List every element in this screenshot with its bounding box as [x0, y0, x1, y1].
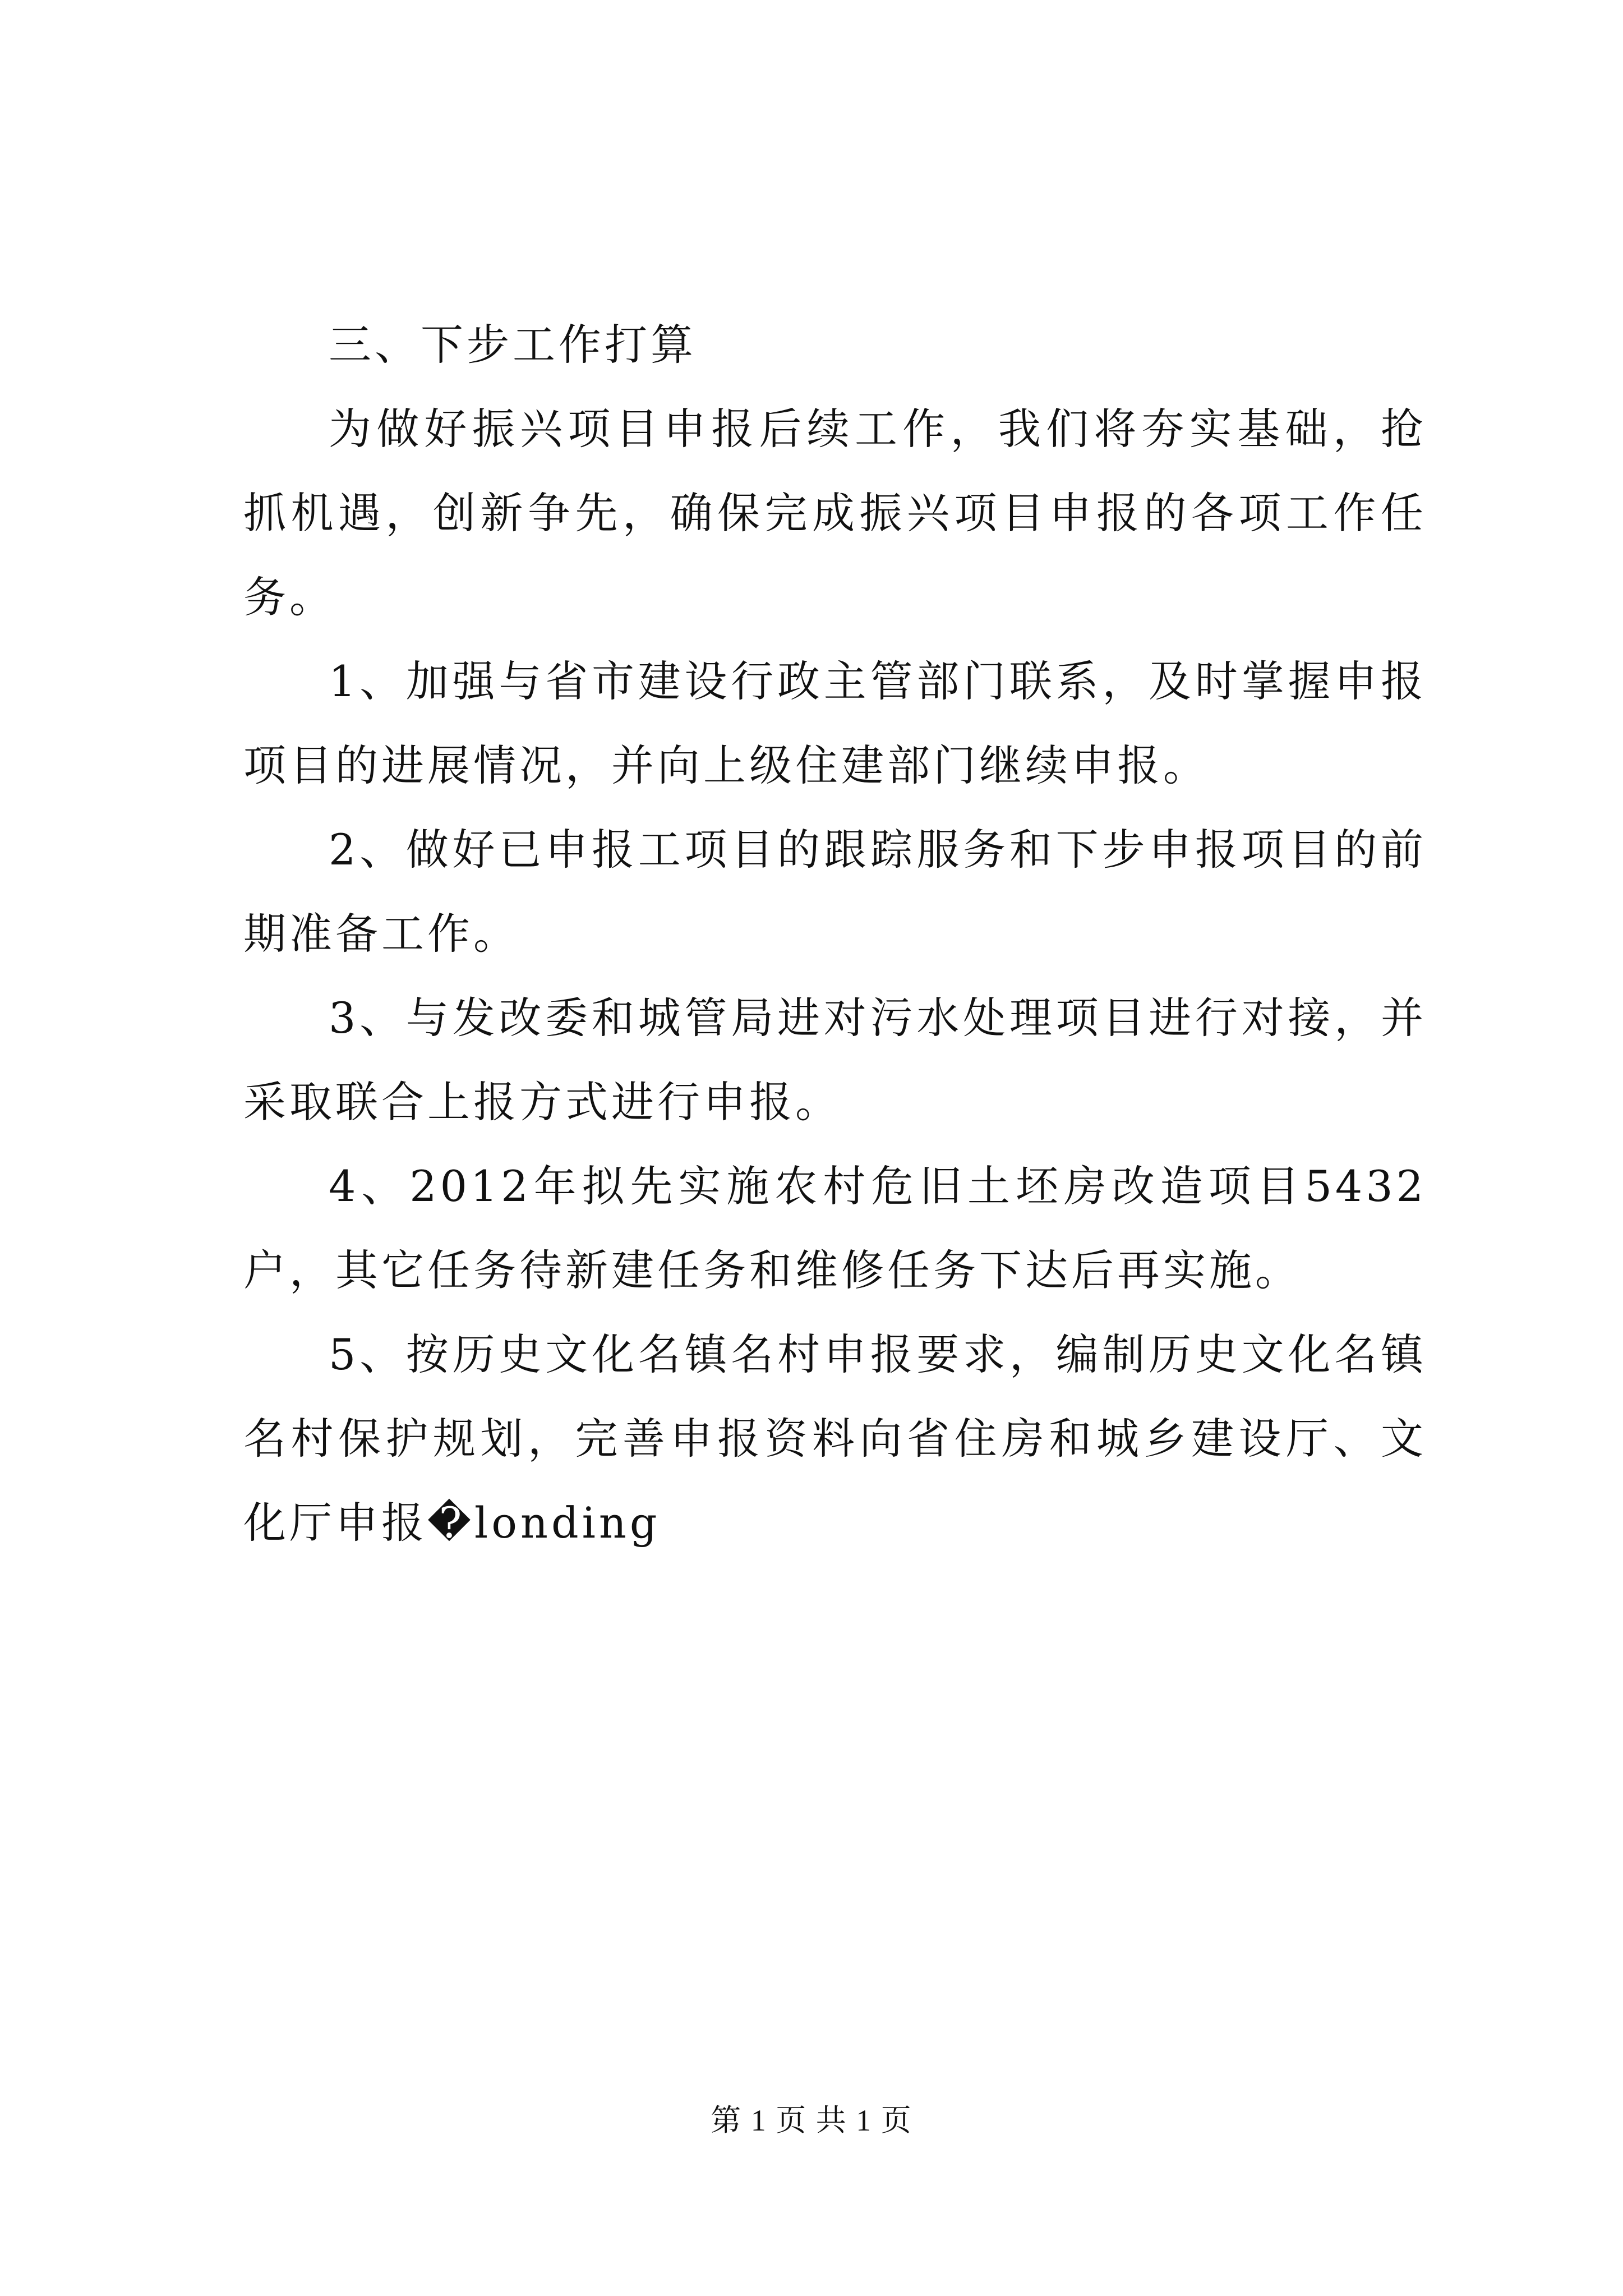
paragraph-item-4: 4、2012年拟先实施农村危旧土坯房改造项目5432户，其它任务待新建任务和维修任务下达后再实施。: [243, 1161, 1427, 1295]
paragraph-item-1: 1、加强与省市建设行政主管部门联系，及时掌握申报项目的进展情况，并向上级住建部门继续申报。: [243, 656, 1427, 790]
paragraph-item-3: 3、与发改委和城管局进对污水处理项目进行对接，并采取联合上报方式进行申报。: [243, 993, 1427, 1127]
page-footer: 第 1 页 共 1 页: [711, 2104, 912, 2137]
paragraph-item-2: 2、做好已申报工项目的跟踪服务和下步申报项目的前期准备工作。: [243, 825, 1427, 959]
paragraph-item-5: 5、按历史文化名镇名村申报要求，编制历史文化名镇名村保护规划，完善申报资料向省住房和城乡建设厅、文化厅申报�londing: [243, 1329, 1427, 1548]
paragraph-intro: 为做好振兴项目申报后续工作，我们将夯实基础，抢抓机遇，创新争先，确保完成振兴项目申报的各项工作任务。: [243, 404, 1427, 622]
section-heading: 三、下步工作打算: [329, 320, 697, 370]
document-body: [243, 303, 1427, 1565]
